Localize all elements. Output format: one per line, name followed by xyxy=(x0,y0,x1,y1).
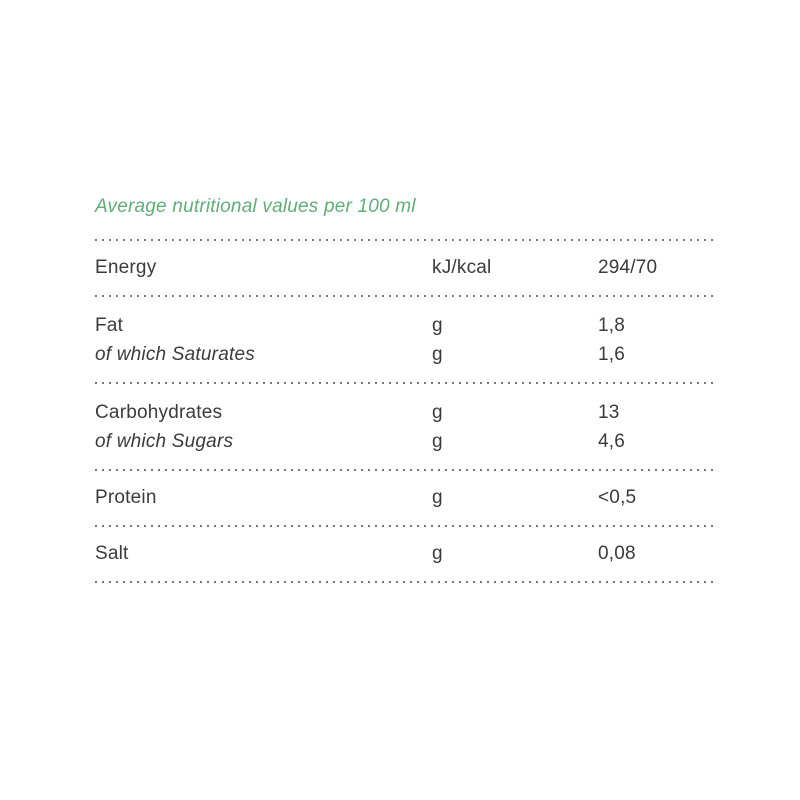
row-value: 1,6 xyxy=(598,344,626,365)
table-row-energy xyxy=(95,255,718,281)
row-unit: g xyxy=(432,487,443,508)
row-value: 0,08 xyxy=(598,543,636,564)
row-label: Salt xyxy=(95,543,129,564)
row-label: Energy xyxy=(95,257,157,278)
row-value: 1,8 xyxy=(598,315,626,336)
row-label: Fat xyxy=(95,315,124,336)
row-value: 4,6 xyxy=(598,431,626,452)
row-unit: g xyxy=(432,431,443,452)
dotted-divider xyxy=(95,581,718,583)
section-fat xyxy=(95,297,718,382)
table-row-carbohydrates xyxy=(95,400,718,426)
row-value: 294/70 xyxy=(598,257,658,278)
row-value: 13 xyxy=(598,402,620,423)
table-row-saturates xyxy=(95,342,718,368)
row-unit: g xyxy=(432,344,443,365)
section-salt xyxy=(95,527,718,581)
table-row-salt xyxy=(95,541,718,567)
row-unit: g xyxy=(432,543,443,564)
nutrition-table xyxy=(95,194,718,583)
table-row-fat xyxy=(95,313,718,339)
section-protein xyxy=(95,471,718,525)
row-unit: g xyxy=(432,402,443,423)
row-unit: g xyxy=(432,315,443,336)
section-carbohydrates xyxy=(95,384,718,469)
row-label: Carbohydrates xyxy=(95,402,223,423)
row-label: of which Sugars xyxy=(95,431,234,452)
section-energy xyxy=(95,241,718,295)
row-unit: kJ/kcal xyxy=(432,257,492,278)
nutrition-table-title: Average nutritional values per 100 ml xyxy=(95,196,416,217)
row-label: Protein xyxy=(95,487,157,508)
row-value: <0,5 xyxy=(598,487,637,508)
table-row-sugars xyxy=(95,429,718,455)
row-label: of which Saturates xyxy=(95,344,255,365)
table-row-protein xyxy=(95,485,718,511)
